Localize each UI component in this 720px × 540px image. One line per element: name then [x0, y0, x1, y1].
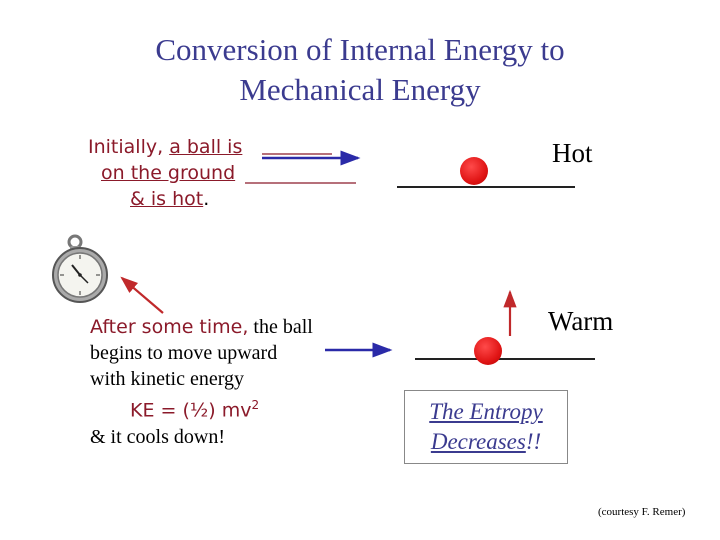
title-line-2: Mechanical Energy: [239, 72, 481, 107]
entropy-line-2: Decreases!!: [430, 429, 542, 454]
ground-line-warm: [415, 358, 595, 360]
initially-line-1: Initially, a ball is: [88, 136, 243, 158]
arrow-to-clock: [122, 278, 163, 313]
initially-line-3: & is hot.: [130, 188, 210, 210]
title-line-1: Conversion of Internal Energy to: [155, 32, 565, 67]
label-hot: Hot: [552, 138, 593, 168]
ball-warm: [474, 337, 502, 365]
entropy-line-1: The Entropy: [429, 399, 543, 424]
entropy-box: [404, 390, 568, 464]
pocket-watch-icon: [50, 233, 112, 303]
after-line-2: begins to move upward: [90, 342, 278, 364]
after-line-5: & it cools down!: [90, 425, 225, 448]
initially-line-2: on the ground: [101, 162, 236, 184]
ground-line-hot: [397, 186, 575, 188]
after-text: [90, 314, 350, 450]
after-line-4: KE = (½) $mv^2$: [130, 398, 260, 422]
after-line-1: After some time, the ball: [90, 316, 313, 338]
credit-text: (courtesy F. Remer): [598, 506, 686, 518]
after-line-3: with kinetic energy: [90, 368, 245, 390]
label-warm: Warm: [548, 306, 614, 336]
ball-hot: [460, 157, 488, 185]
